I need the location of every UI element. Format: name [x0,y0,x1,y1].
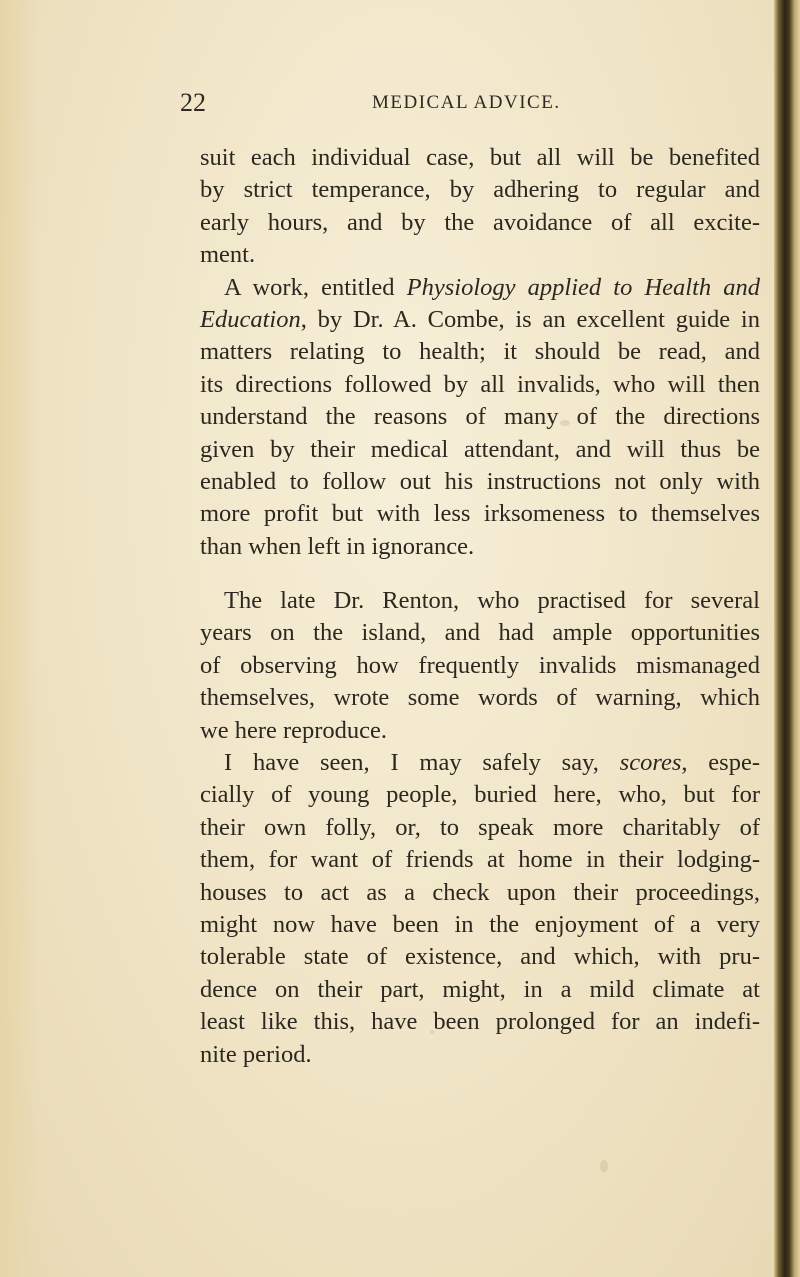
text-line: cially of young people, buried here, who, but for [200,781,760,809]
book-title-italic: Physiology applied to Health and [406,273,761,301]
text-line: matters relating to health; it should be read, and [200,338,760,366]
text-line: them, for want of friends at home in their lodging- [200,846,760,874]
text-line [200,304,760,336]
text-line [200,747,760,779]
text-span: , by Dr. A. Combe, is an excellent guide in [300,305,760,333]
text-line: more profit but with less irksomeness to themselves [200,500,760,528]
text-span: A work, entitled [224,273,407,301]
book-title-italic: Education [200,305,301,333]
page-left-shading [0,0,40,1277]
text-line: understand the reasons of many of the directions [200,403,760,431]
book-spine-edge [774,0,800,1277]
text-line: The late Dr. Renton, who practised for several [224,587,760,615]
running-title: MEDICAL ADVICE. [372,92,561,113]
text-line: years on the island, and had ample opportunities [200,619,760,647]
text-line: themselves, wrote some words of warning, which [200,684,760,712]
text-line [200,272,760,304]
text-line: dence on their part, might, in a mild climate at [200,975,760,1003]
text-span: , espe- [681,749,760,777]
text-line: given by their medical attendant, and will thus be [200,435,760,463]
text-line: nite period. [200,1040,312,1068]
page-number: 22 [180,88,206,117]
text-line: least like this, have been prolonged for an indefi- [200,1008,760,1036]
text-line: we here reproduce. [200,716,388,744]
text-line: its directions followed by all invalids, who will then [200,370,760,398]
body-text [200,142,760,1071]
text-span: I have seen, I may safely say, [224,749,620,777]
emphasis-italic: scores [619,749,682,777]
text-line: early hours, and by the avoidance of all excite- [200,208,760,236]
page-header [0,88,800,120]
text-line: suit each individual case, but all will be benefited [200,144,760,171]
text-line: their own folly, or, to speak more charitably of [200,813,760,841]
text-line: houses to act as a check upon their proceedings, [200,878,760,906]
text-line: by strict temperance, by adhering to regular and [200,176,760,204]
text-line: might now have been in the enjoyment of a very [200,910,760,938]
text-line: enabled to follow out his instructions not only with [200,467,760,495]
text-line: than when left in ignorance. [200,532,475,560]
paper-spot [600,1160,608,1172]
paragraph-gap [200,563,760,585]
text-line: ment. [200,241,256,269]
text-line: tolerable state of existence, and which, with pru- [200,943,760,971]
text-line: of observing how frequently invalids mismanaged [200,651,760,679]
